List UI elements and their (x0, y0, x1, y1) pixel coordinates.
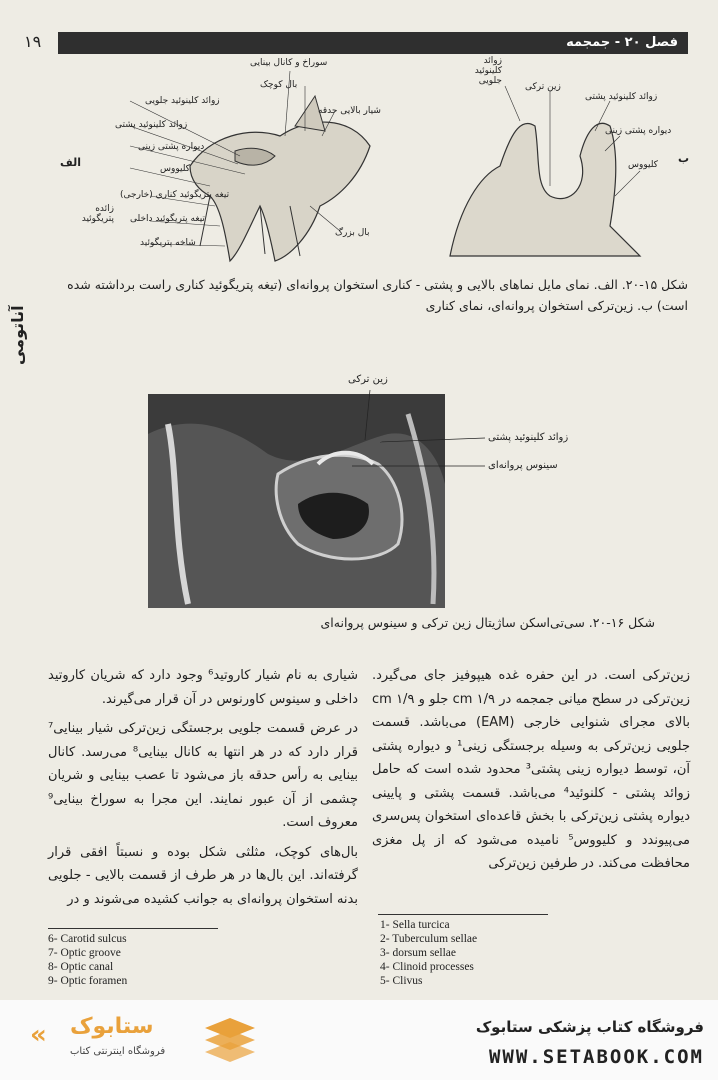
label-optic-canal: سوراخ و کانال بینایی (250, 58, 328, 68)
footnote: 7- Optic groove (48, 947, 121, 959)
brand-logo: ستابوک (70, 1014, 154, 1039)
figure-16-caption: شکل ۱۶-۲۰. سی‌تی‌اسکن سا‌ژیتال زین ترکی و سینوس پروانه‌ای (320, 615, 655, 630)
paragraph: زین‌ترکی است. در این حفره غده هیپوفیز جای می‌گیرد. زین‌ترکی در سطح میانی جمجمه در cm ۱/۹ جلو و cm ۱/۹ بالای مجرای شنوایی خارجی (EAM) می‌باشد. قسمت جلویی زین‌ترکی به وسیله برجستگی زینی¹ و دیواره پشتی آن، توسط دیواره زینی پشتی³ محدود شده است که حامل زوائد پشتی - کلنوئید⁴ می‌باشد. قسمت پشتی و پایینی دیواره پشتی زین‌ترکی با بخش قاعده‌ای استخوان پس‌سری می‌پیوندد و کلیووس⁵ نامیده می‌شود که از پل مغزی محافظت می‌کند. در طرفین زین‌ترکی (372, 668, 691, 871)
figure-b-marker: ب (678, 152, 690, 165)
ct-label-sella: زین ترکی (348, 374, 388, 385)
label-pterygoid-hamulus: شاخه پتریگوئید (140, 238, 196, 248)
label-lesser-wing: بال کوچک (260, 80, 298, 90)
footnote: 9- Optic foramen (48, 975, 128, 987)
figure-15-caption: شکل ۱۵-۲۰. الف. نمای مایل نماهای بالایی و پشتی - کناری استخوان پروانه‌ای (تیغه پتریگوئید کناری راست برداشته شده است) ب. زین‌ترکی استخوان پروانه‌ای، نمای کناری (67, 277, 688, 313)
brand-subtitle: فروشگاه اینترنتی کتاب (70, 1046, 166, 1057)
label-dorsum-sellae: دیواره پشتی زینی (138, 142, 205, 152)
footnote: 4- Clinoid processes (380, 961, 474, 973)
ct-label-sphenoid-sinus: سینوس پروانه‌ای (488, 460, 558, 471)
figure-a-marker: الف (60, 156, 82, 169)
book-stack-icon (200, 1018, 260, 1068)
section-side-label: آناتومی (8, 305, 27, 365)
label-clivus-a: کلیووس (160, 164, 190, 174)
logo-chevron-icon: « (30, 1020, 47, 1050)
footnote: 2- Tuberculum sellae (380, 933, 478, 945)
label-b-clivus: کلیووس (628, 160, 658, 170)
footnotes-left (48, 932, 127, 988)
label-b-posterior-clinoid: زوائد کلینوئید پشتی (585, 92, 658, 102)
label-pterygoid-process: زائده پتریگوئید (81, 204, 114, 224)
footnote: 6- Carotid sulcus (48, 933, 127, 945)
footnotes-right (380, 918, 477, 988)
store-banner (0, 1000, 718, 1080)
paragraph: بال‌های کوچک، مثلثی شکل بوده و نسبتاً افقی قرار گرفته‌اند. این بال‌ها در هر طرف از قسمت بالایی - جلویی بدنه استخوان پروانه‌ای به جوانب کشیده می‌شوند و در (48, 844, 358, 907)
chapter-title: فصل ۲۰ - جمجمه (566, 35, 678, 50)
label-b-sella-turcica: زین ترکی (525, 82, 561, 92)
footnote-rule-right (378, 914, 548, 915)
paragraph: شیاری به نام شیار کاروتید⁶ وجود دارد که شریان کاروتید داخلی و سینوس کاورنوس در آن قرار می‌گیرند. (48, 668, 358, 707)
label-superior-orbital-fissure: شیار بالایی حدقه (318, 106, 381, 116)
footnote-rule-left (48, 928, 218, 929)
paragraph: در عرض قسمت جلویی برجستگی زین‌ترکی شیار بینایی⁷ قرار دارد که در هر انتها به کانال بینایی⁸ می‌رسد. کانال بینایی به رأس حدقه باز می‌شود تا عصب بینایی و شریان چشمی از آن عبور نمایند. این مجرا به سوراخ بینایی⁹ معروف است. (48, 721, 358, 830)
ct-label-posterior-clinoid: زوائد کلینوئید پشتی (488, 432, 569, 443)
label-lateral-pterygoid-plate: تیغه پتریگوئید کناری (خارجی) (120, 190, 230, 200)
label-b-anterior-clinoid: زوائد کلینوئید جلویی (474, 56, 502, 86)
footnote: 5- Clivus (380, 975, 423, 987)
label-b-dorsum-sellae: دیواره پشتی زینی (605, 126, 672, 136)
footnote: 3- dorsum sellae (380, 947, 457, 959)
website-link[interactable]: WWW.SETABOOK.COM (488, 1046, 704, 1068)
page-number: ۱۹ (24, 32, 42, 51)
footnote: 8- Optic canal (48, 961, 114, 973)
right-text-column (372, 664, 690, 882)
label-greater-wing: بال بزرگ (335, 228, 370, 238)
label-posterior-clinoid: زوائد کلینوئید پشتی (115, 120, 188, 130)
label-anterior-clinoid: زوائد کلینوئید جلویی (145, 96, 220, 106)
footnote: 1- Sella turcica (380, 919, 450, 931)
store-name: فروشگاه کتاب پزشکی ستابوک (475, 1018, 704, 1036)
label-medial-pterygoid-plate: تیغه پتریگوئید داخلی (130, 214, 205, 224)
left-text-column (48, 664, 358, 917)
